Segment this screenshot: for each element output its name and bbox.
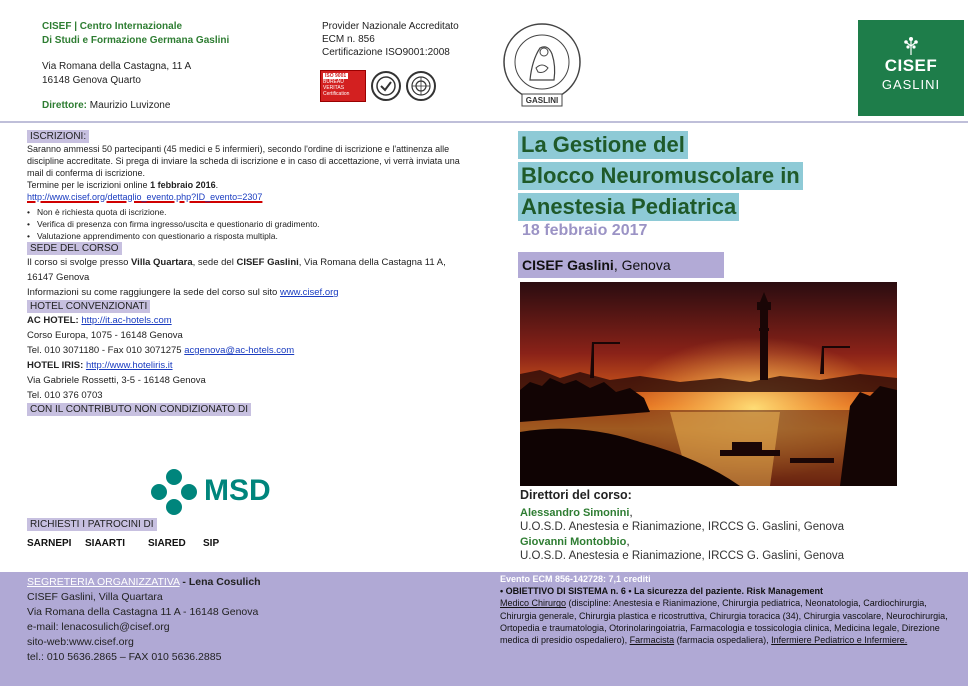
iscrizioni-text: Saranno ammessi 50 partecipanti (45 medici e 5 infermieri), secondo l'ordine di iscrizione e l'attinenza alle discipline accreditate. Si prega di inviare la scheda di iscrizione e in caso di accettazione, vi verrà inviata una mail di conferma di iscrizione. [27,144,460,178]
institute-line-1: CISEF | Centro Internazionale [42,21,183,32]
patrocini-list [27,538,219,549]
sede-cisef: CISEF Gaslini [236,257,299,268]
hotel1-email-link[interactable]: acgenova@ac-hotels.com [184,345,295,356]
certification-seal-icon [371,71,401,101]
director-label: Direttore: [42,100,88,111]
left-column [27,130,472,416]
sede-villa: Villa Quartara [131,257,193,268]
contributo-heading: CON IL CONTRIBUTO NON CONDIZIONATO DI [27,403,251,416]
farmacista-label: Farmacista [629,635,675,646]
venue-city: , Genova [613,257,671,273]
hotel1-link[interactable]: http://it.ac-hotels.com [81,315,172,326]
course-date: 18 febbraio 2017 [522,222,648,239]
msd-wordmark: MSD [204,474,271,507]
hotel2-address: Via Gabriele Rossetti, 3-5 - 16148 Genova [27,375,206,386]
medico-text: (discipline: Anestesia e Rianimazione, Chirurgia pediatrica, Neonatologia, Cardiochirurgia, Chirurgia generale, Chirurgia plastica e ricostruttiva, Chirurgia toracica (34), Chirurgia vascolare, Neurochirurgia, Ortopedia e traumatologia, Otorinolaringoiatria, Farmacologia e tossicologia clinica, Medicina legale, Direzione medica di presidio ospedaliero), [500,598,948,646]
hotel2-link[interactable]: http://www.hoteliris.it [85,360,173,371]
provider-line-1: Provider Nazionale Accreditato [322,21,459,32]
patrocinio-item: SARNEPI [27,538,72,549]
sede-text [27,255,472,285]
registration-link[interactable]: http://www.cisef.org/dettaglio_evento.php?ID_evento=2307 [27,192,263,202]
segreteria-website[interactable]: sito-web:www.cisef.org [27,636,134,648]
farmacista-text: (farmacia ospedaliera), [674,635,769,646]
hotel1-address: Corso Europa, 1075 - 16148 Genova [27,330,183,341]
genova-port-photo [520,282,897,486]
director1-affiliation: U.O.S.D. Anestesia e Rianimazione, IRCCS G. Gaslini, Genova [520,521,845,533]
hotel1-name: AC HOTEL: [27,315,79,326]
patrocini-heading: RICHIESTI I PATROCINI DI [27,518,157,531]
director-name: Maurizio Luvizone [89,100,171,111]
deadline-date: 1 febbraio 2016 [150,180,216,190]
segreteria-line: Via Romana della Castagna 11 A - 16148 Genova [27,606,259,618]
ecm-disciplines [500,597,964,646]
badge-bv-label: BUREAU VERITAS [323,79,345,91]
msd-icon [150,468,198,516]
title-line: Anestesia Pediatrica [518,193,739,221]
info-text: Informazioni su come raggiungere la sede del corso sul sito [27,287,278,298]
provider-line-2: ECM n. 856 [322,34,375,45]
bureau-veritas-badge [320,70,366,102]
cisef-logo [858,20,964,116]
director-line [42,100,170,111]
accreditation-seal-icon [406,71,436,101]
hotel1-contacts [27,343,472,358]
address-line-2: 16148 Genova Quarto [42,75,141,86]
logo-name: CISEF [884,56,938,75]
registration-link-row [27,191,472,203]
deadline-prefix: Termine per le iscrizioni online [27,180,148,190]
director1-name-row: Alessandro Simonini, [520,505,633,519]
segreteria-email[interactable]: e-mail: lenacosulich@cisef.org [27,621,170,633]
segreteria-title-row [27,575,261,590]
institute-address [42,60,191,88]
hotel2-name-row [27,358,472,373]
course-directors [520,488,844,563]
patrocini-heading-wrap [27,518,157,531]
course-title [518,131,803,224]
institute-name [42,20,229,48]
badge-cert-label: Certification [323,91,350,97]
segreteria-name: - Lena Cosulich [182,576,261,588]
bullet-item: • Non è richiesta quota di iscrizione. [27,206,472,218]
sede-text-part: Il corso si svolge presso [27,257,129,268]
bullet-item: • Valutazione apprendimento con questionario a risposta multipla. [27,230,472,242]
cisef-site-link[interactable]: www.cisef.org [279,287,339,298]
sede-text-part: , sede del [192,257,234,268]
sede-text-part: , Via Romana della Castagna 11 A, 16147 Genova [27,257,446,283]
seal-label: GASLINI [525,96,559,105]
footer-band [0,572,968,686]
info-bullets [27,206,472,242]
flyer-header [0,0,968,120]
header-divider [0,121,968,123]
course-venue [518,252,724,278]
segreteria-block [27,575,261,665]
segreteria-line: CISEF Gaslini, Villa Quartara [27,591,163,603]
ecm-block [500,573,964,646]
bullet-item: • Verifica di presenza con firma ingresso/uscita e questionario di gradimento. [27,218,472,230]
hotel2-tel: Tel. 010 376 0703 [27,390,103,401]
director1-name: Alessandro Simonini [520,507,630,519]
hotel1-tel: Tel. 010 3071180 - Fax 010 3071275 [27,345,182,356]
ecm-event: Evento ECM 856-142728: 7,1 crediti [500,574,651,584]
title-line: Blocco Neuromuscolare in [518,162,803,190]
certification-badges [320,70,436,102]
director2-name: Giovanni Montobbio [520,536,627,548]
director2-name-row: Giovanni Montobbio, [520,534,630,548]
address-line-1: Via Romana della Castagna, 11 A [42,61,192,72]
patrocinio-item: SIARED [148,538,186,549]
info-line [27,285,472,300]
directors-heading: Direttori del corso: [520,488,632,502]
deadline-line: Termine per le iscrizioni online 1 febbraio 2016. [27,180,219,190]
hotel-heading: HOTEL CONVENZIONATI [27,300,150,313]
patrocinio-item: SIAARTI [85,538,125,549]
patrocinio-item: SIP [203,538,220,549]
gaslini-seal-icon [500,22,584,108]
ecm-objective: • OBIETTIVO DI SISTEMA n. 6 • La sicurezza del paziente. Risk Management [500,586,824,597]
provider-line-3: Certificazione ISO9001:2008 [322,47,450,58]
segreteria-phone: tel.: 010 5636.2865 – FAX 010 5636.2885 [27,651,222,663]
provider-info [322,20,459,59]
director2-affiliation: U.O.S.D. Anestesia e Rianimazione, IRCCS G. Gaslini, Genova [520,550,845,562]
venue-name: CISEF Gaslini [522,257,614,273]
logo-subtitle: GASLINI [881,77,941,92]
infermiere-label: Infermiere Pediatrico e Infermiere. [771,635,908,646]
hotel2-name: HOTEL IRIS: [27,360,84,371]
medico-label: Medico Chirurgo [500,598,567,609]
sede-heading: SEDE DEL CORSO [27,242,122,255]
segreteria-heading: SEGRETERIA ORGANIZZATIVA [27,576,180,588]
hotel1-name-row [27,313,472,328]
institute-line-2: Di Studi e Formazione Germana Gaslini [42,35,230,46]
badge-iso-label: ISO 9001 [325,73,347,79]
iscrizioni-heading: ISCRIZIONI: [27,130,89,143]
msd-logo [150,468,280,518]
title-line: La Gestione del [518,131,688,159]
tree-icon [900,34,922,56]
